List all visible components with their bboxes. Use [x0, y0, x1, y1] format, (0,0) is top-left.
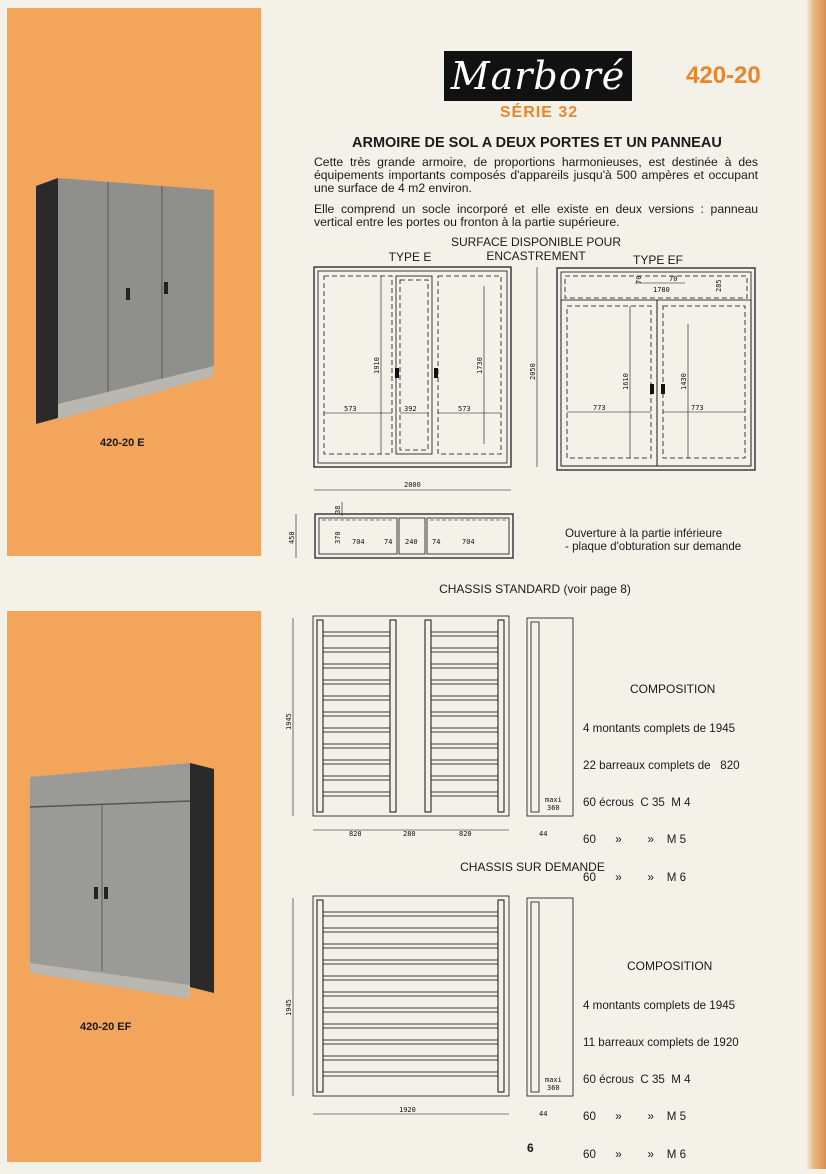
- type-e-dim-w-left: 573: [344, 405, 357, 413]
- chassis-demande-dim-depth: 360: [547, 1084, 560, 1092]
- chassis-demande-dim-width: 1920: [399, 1106, 416, 1114]
- chassis-standard-dim-height: 1945: [285, 713, 293, 730]
- chassis-demande-heading: CHASSIS SUR DEMANDE: [460, 860, 605, 874]
- page-title: ARMOIRE DE SOL A DEUX PORTES ET UN PANNEAU: [352, 135, 722, 151]
- type-e-label: TYPE E: [388, 250, 432, 264]
- plan-dim-depth: 450: [288, 531, 296, 544]
- paragraph-1: Cette très grande armoire, de proportions harmonieuses, est destinée à des équipements importants composés d'appareils jusqu'à 500 ampères et occupant une surface de 4 m2 environ.: [314, 155, 758, 195]
- type-e-dim-w-mid: 392: [404, 405, 417, 413]
- page-number: 6: [527, 1141, 534, 1155]
- chassis-demande-dim-side-width: 44: [539, 1110, 548, 1118]
- composition-line: 11 barreaux complets de 1920: [583, 1036, 739, 1050]
- brand-logo: [444, 51, 632, 101]
- series-label: SÉRIE 32: [499, 104, 579, 121]
- opening-note-line-1: Ouverture à la partie inférieure: [565, 527, 723, 540]
- type-e-dim-height: 2050: [529, 363, 537, 380]
- type-ef-dim-top-w: 1780: [653, 286, 670, 294]
- brand-logo-text: Marboré: [450, 54, 626, 98]
- plan-dim-inner-depth: 370: [334, 531, 342, 544]
- plan-dim-gap2: 74: [432, 538, 441, 546]
- composition-line: 4 montants complets de 1945: [583, 998, 736, 1012]
- chassis-standard-drawing: [275, 612, 585, 842]
- surface-heading: SURFACE DISPONIBLE POUR ENCASTREMENT: [450, 235, 622, 263]
- chassis-demande-rungs: [323, 912, 498, 1076]
- chassis-standard-dim-w2: 820: [459, 830, 472, 838]
- plan-view-drawing: [282, 498, 522, 568]
- photo-caption-e: 420-20 E: [100, 437, 145, 449]
- composition-line: 22 barreaux complets de 820: [583, 759, 740, 773]
- chassis-standard-composition-title: COMPOSITION: [630, 682, 716, 696]
- composition-line: 60 » » M 5: [583, 1110, 687, 1124]
- chassis-standard-rungs: [323, 632, 498, 796]
- chassis-demande-composition: [583, 975, 739, 1174]
- plan-dim-gap1: 74: [384, 538, 393, 546]
- chassis-standard-heading: CHASSIS STANDARD (voir page 8): [439, 582, 631, 596]
- composition-line: 4 montants complets de 1945: [583, 721, 736, 735]
- photo-caption-ef: 420-20 EF: [80, 1021, 132, 1033]
- type-ef-drawing: [555, 266, 760, 476]
- composition-line: 60 » » M 6: [583, 1147, 687, 1161]
- type-e-drawing: [300, 262, 550, 502]
- type-ef-dim-h-right: 1430: [680, 373, 688, 390]
- type-ef-dim-top-small: 70: [635, 275, 643, 284]
- chassis-standard-dim-gap: 280: [403, 830, 416, 838]
- composition-line: 60 » » M 5: [583, 833, 687, 847]
- reference-number: 420-20: [686, 62, 761, 89]
- chassis-demande-composition-title: COMPOSITION: [627, 959, 713, 973]
- type-ef-label: TYPE EF: [632, 253, 683, 267]
- type-ef-dim-top-h: 285: [715, 279, 723, 292]
- chassis-demande-drawing: [275, 892, 585, 1127]
- type-ef-dim-top-gap: 70: [669, 275, 678, 283]
- plan-dim-w1: 704: [352, 538, 365, 546]
- type-ef-dim-w-left: 773: [593, 404, 606, 412]
- cabinet-ef-photo: [30, 763, 214, 999]
- plan-dim-mid: 240: [405, 538, 418, 546]
- type-e-dim-width: 2000: [404, 481, 421, 489]
- plan-dim-top: 38: [334, 505, 342, 514]
- chassis-standard-dim-w1: 820: [349, 830, 362, 838]
- type-e-dim-h-mid: 1730: [476, 357, 484, 374]
- type-e-dim-h-left: 1910: [373, 357, 381, 374]
- composition-line: 60 » » M 6: [583, 870, 687, 884]
- composition-line: 60 écrous C 35 M 4: [583, 796, 691, 810]
- cabinet-e-photo: [36, 178, 216, 428]
- chassis-standard-dim-depth: 360: [547, 804, 560, 812]
- type-ef-dim-w-right: 773: [691, 404, 704, 412]
- page-edge: [806, 0, 826, 1169]
- opening-note: [565, 528, 741, 553]
- type-e-dim-w-right: 573: [458, 405, 471, 413]
- chassis-standard-dim-maxi: maxi: [545, 796, 562, 804]
- type-ef-dim-h-left: 1610: [622, 373, 630, 390]
- plan-dim-w2: 704: [462, 538, 475, 546]
- opening-note-line-2: - plaque d'obturation sur demande: [565, 539, 742, 553]
- chassis-standard-dim-side-width: 44: [539, 830, 548, 838]
- chassis-demande-dim-height: 1945: [285, 999, 293, 1016]
- paragraph-2: Elle comprend un socle incorporé et elle existe en deux versions : panneau vertical entre les portes ou fronton à la partie supérieure.: [314, 202, 758, 229]
- composition-line: 60 écrous C 35 M 4: [583, 1073, 691, 1087]
- chassis-demande-dim-maxi: maxi: [545, 1076, 562, 1084]
